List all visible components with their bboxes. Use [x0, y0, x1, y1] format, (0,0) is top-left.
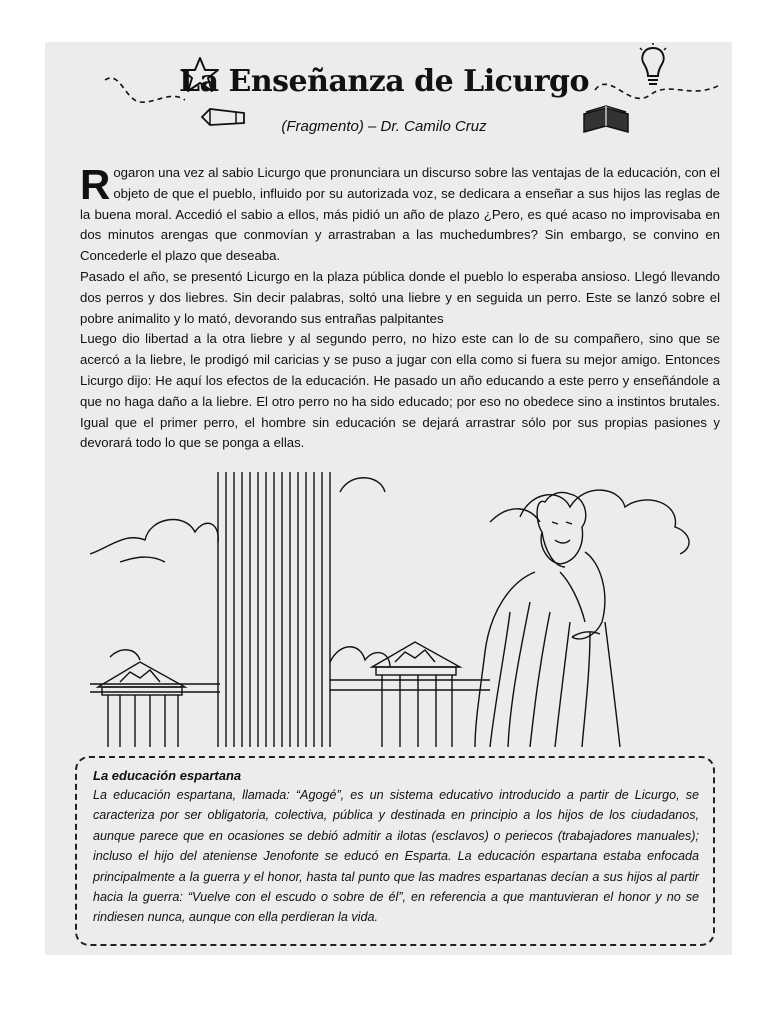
spartan-education-infobox: [75, 756, 715, 946]
temple-right: [372, 642, 460, 747]
fluted-column: [218, 472, 330, 747]
page-subtitle: (Fragmento) – Dr. Camilo Cruz: [281, 118, 487, 135]
infobox-text: La educación espartana, llamada: “Agogé”, es un sistema educativo introducido a partir de Licurgo, se caracteriza por ser obligatoria, colectiva, pública y destinada en principio a los hijos de los ciudadanos, aunque parece que en ocasiones se debió admitir a ilotas (esclavos) o periecos (trabajadores manuales); incluso el hijo del ateniense Jenofonte se educó en Esparta. La educación espartana estaba enfocada principalmente a la guerra y el honor, hasta tal punto que las madres espartanas decían a sus hijos al partir hacia la guerra: “Vuelve con el escudo o sobre de él”, en referencia a que mantuvieran el honor y no se rindiesen nunca, aunque con ella perdieran la vida.: [93, 788, 699, 925]
licurgo-illustration: [90, 462, 710, 747]
story-text: [80, 163, 720, 454]
philosopher-figure: [475, 492, 620, 747]
infobox-title: La educación espartana: [93, 768, 242, 783]
story-paragraph-2: Pasado el año, se presentó Licurgo en la plaza pública donde el pueblo lo esperaba ansioso. Llegó llevando dos perros y dos liebres. Sin decir palabras, soltó una liebre y en seguida un perro. Este se lanzó sobre el pobre animalito y lo mató, devorando sus entrañas palpitantes: [80, 268, 720, 326]
page-title: La Enseñanza de Licurgo: [179, 64, 589, 99]
story-paragraph-3: Luego dio libertad a la otra liebre y al segundo perro, no hizo este can lo de su compañero, sino que se acercó a la liebre, le prodigó mil caricias y se puso a jugar con ella como si fuera su mejor amigo. Entonces Licurgo dijo: He aquí los efectos de la educación. He pasado un año educando a este perro y enseñándole a que no haga daño a la liebre. El otro perro no ha sido educado; por eso no obedece sino a instintos brutales. Igual que el primer perro, el hombre sin educación se dejará arrastrar sólo por sus propias pasiones y devorará todo lo que se ponga a ellas.: [80, 331, 720, 451]
story-paragraph-1-text: ogaron una vez al sabio Licurgo que pronunciara un discurso sobre las ventajas de la educación, con el objeto de que el pueblo, influido por su autorizada voz, se dedicara a enseñar a sus hijos las reglas de la buena moral. Accedió el sabio a ellos, más pidió un año de plazo ¿Pero, es qué acaso no improvisaba en dos minutos arengas que conmovían y arrastraban a las muchedumbres? Sin embargo, se convino en Concederle el plazo que deseaba.: [80, 165, 720, 264]
temple-left: [98, 662, 185, 747]
story-paragraph-1: [80, 163, 720, 267]
drop-cap: R: [80, 161, 111, 208]
cloud-left: [90, 520, 218, 554]
